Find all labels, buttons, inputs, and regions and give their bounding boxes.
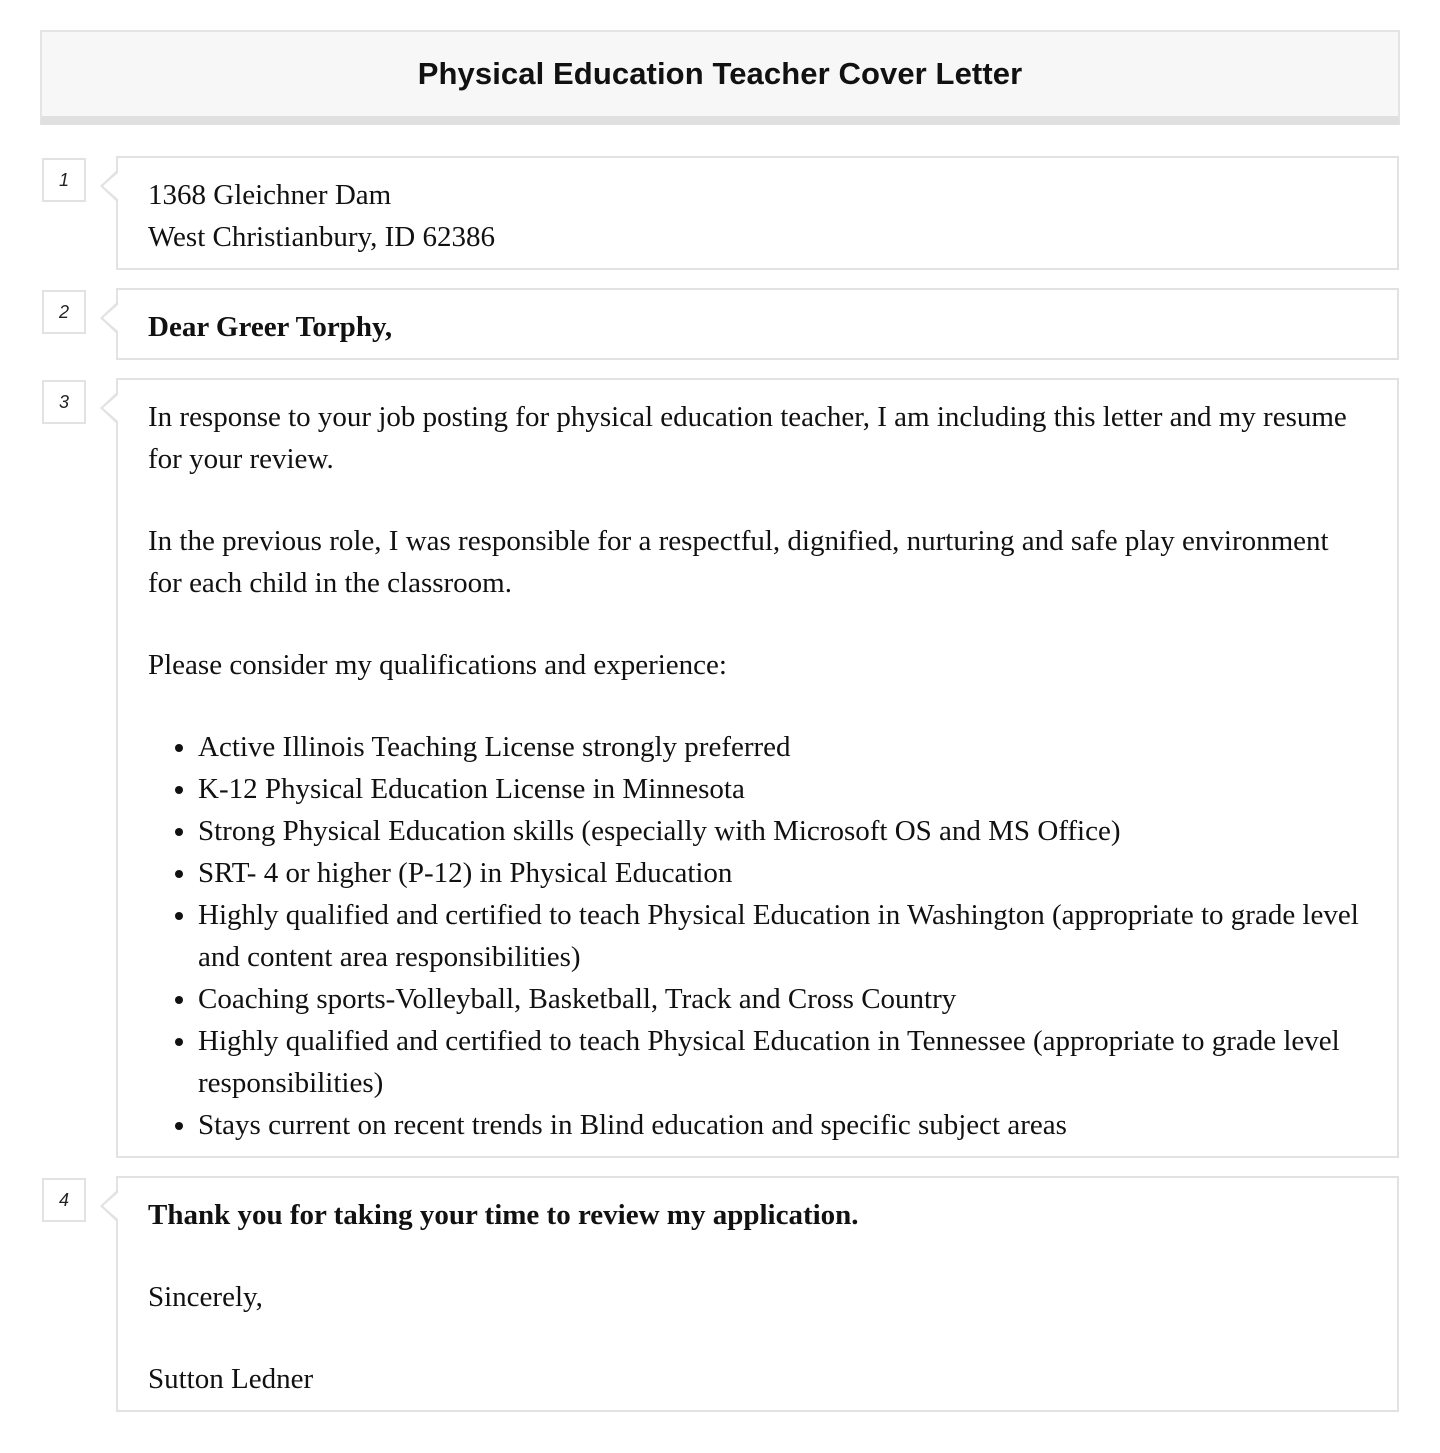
address-line-2: West Christianbury, ID 62386 bbox=[148, 221, 495, 253]
intro-paragraph: In response to your job posting for physical education teacher, I am including this letter and my resume for your review. bbox=[148, 401, 1347, 475]
signature: Sutton Ledner bbox=[148, 1363, 314, 1395]
thanks-line: Thank you for taking your time to review my application. bbox=[148, 1199, 859, 1231]
list-item: • Active Illinois Teaching License strongly preferred bbox=[198, 726, 1367, 768]
address-block bbox=[116, 156, 1399, 270]
previous-role-paragraph: In the previous role, I was responsible for a respectful, dignified, nurturing and safe play environment for each child in the classroom. bbox=[148, 525, 1329, 599]
body-block bbox=[116, 378, 1399, 1158]
address-line-1: 1368 Gleichner Dam bbox=[148, 179, 392, 211]
document-header bbox=[40, 30, 1400, 125]
qualifications-lead: Please consider my qualifications and experience: bbox=[148, 649, 727, 681]
list-item: • Coaching sports-Volleyball, Basketball, Track and Cross Country bbox=[198, 978, 1367, 1020]
closing-block bbox=[116, 1176, 1399, 1412]
list-item: • Highly qualified and certified to teach Physical Education in Tennessee (appropriate to grade level responsibilities) bbox=[198, 1020, 1367, 1104]
greeting-block bbox=[116, 288, 1399, 360]
qualifications-list bbox=[148, 726, 1367, 1146]
list-item: • K-12 Physical Education License in Minnesota bbox=[198, 768, 1367, 810]
list-item: • SRT- 4 or higher (P-12) in Physical Education bbox=[198, 852, 1367, 894]
closing-line: Sincerely, bbox=[148, 1281, 263, 1313]
section-number: 4 bbox=[42, 1178, 86, 1222]
list-item: • Strong Physical Education skills (especially with Microsoft OS and MS Office) bbox=[198, 810, 1367, 852]
section-number: 3 bbox=[42, 380, 86, 424]
section-number: 1 bbox=[42, 158, 86, 202]
list-item: • Highly qualified and certified to teach Physical Education in Washington (appropriate to grade level and content area responsibilities) bbox=[198, 894, 1367, 978]
document-title: Physical Education Teacher Cover Letter bbox=[417, 56, 1023, 91]
greeting: Dear Greer Torphy, bbox=[148, 311, 393, 343]
list-item: • Stays current on recent trends in Blind education and specific subject areas bbox=[198, 1104, 1367, 1146]
section-number: 2 bbox=[42, 290, 86, 334]
